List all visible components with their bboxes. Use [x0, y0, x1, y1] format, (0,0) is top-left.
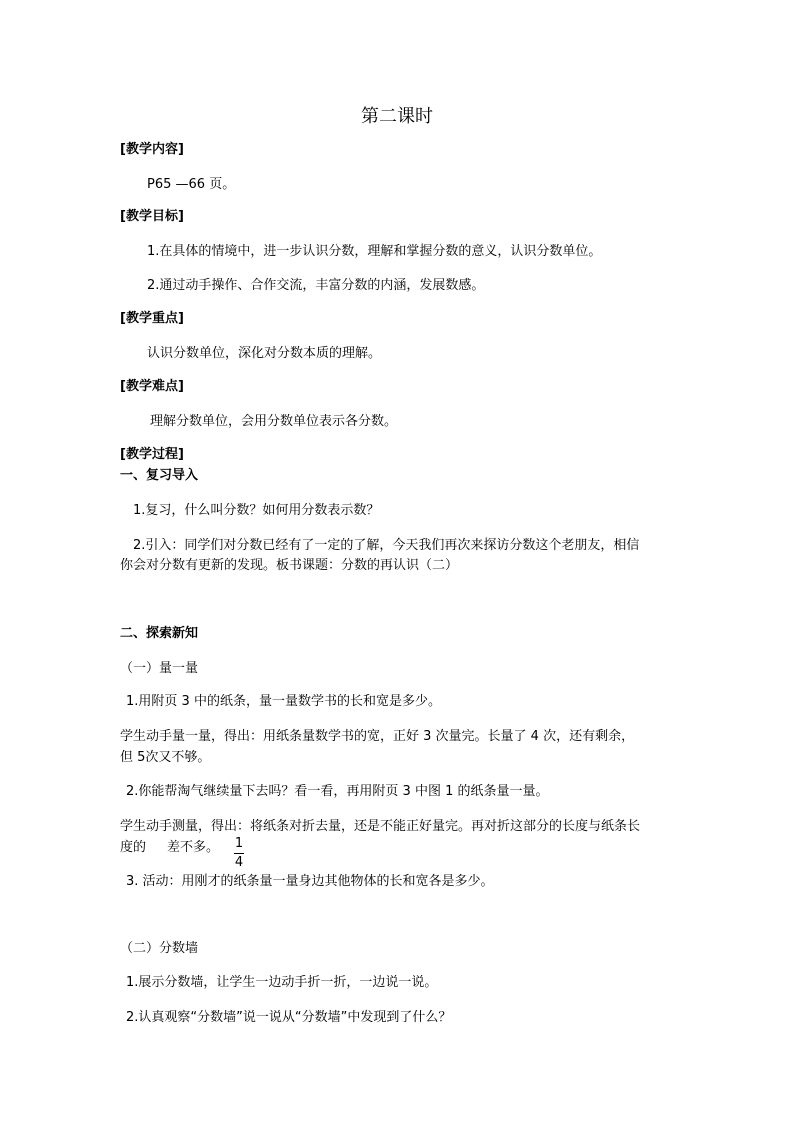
content-text: P65 —66 页。: [147, 177, 236, 192]
sub2-item-2: 2.认真观察“分数墙”说一说从“分数墙”中发现到了什么？: [126, 1010, 452, 1025]
key-points-text: 认识分数单位，深化对分数本质的理解。: [147, 346, 382, 361]
page-title: 第二课时: [361, 106, 433, 127]
goal-item-2: 2.通过动手操作、合作交流，丰富分数的内涵，发展数感。: [147, 278, 485, 293]
part1-heading: 一、复习导入: [120, 468, 199, 483]
sub1-note-1-line-2: 但 5次又不够。: [120, 750, 211, 765]
part1-item-2-line-1: 2.引入：同学们对分数已经有了一定的了解，今天我们再次来探访分数这个老朋友，相信: [133, 538, 640, 553]
fraction-bar: [234, 853, 244, 854]
sub1-note-2-line-2-start: 度的: [120, 840, 147, 855]
sub1-heading: （一）量一量: [120, 661, 199, 676]
sub2-heading: （二）分数墙: [120, 941, 199, 956]
sub1-item-3: 3. 活动：用刚才的纸条量一量身边其他物体的长和宽各是多少。: [126, 874, 494, 889]
fraction-denominator: 4: [234, 855, 244, 870]
sub2-item-1: 1.展示分数墙，让学生一边动手折一折，一边说一说。: [126, 975, 438, 990]
part1-item-2-line-2: 你会对分数有更新的发现。板书课题：分数的再认识（二）: [120, 558, 459, 573]
part2-heading: 二、探索新知: [120, 626, 199, 641]
sub1-item-2: 2.你能帮淘气继续量下去吗？看一看，再用附页 3 中图 1 的纸条量一量。: [126, 784, 549, 799]
section-heading-content: [教学内容]: [120, 142, 184, 157]
difficulties-text: 理解分数单位，会用分数单位表示各分数。: [150, 414, 398, 429]
section-heading-goals: [教学目标]: [120, 209, 184, 224]
section-heading-key-points: [教学重点]: [120, 311, 184, 326]
fraction-numerator: 1: [234, 836, 244, 851]
sub1-note-2-line-2-end: 差不多。: [167, 840, 220, 855]
fraction-one-quarter: [232, 836, 246, 874]
sub1-note-1-line-1: 学生动手量一量，得出：用纸条量数学书的宽，正好 3 次量完。长量了 4 次，还有剩余，: [120, 729, 635, 744]
section-heading-process: [教学过程]: [120, 447, 184, 462]
goal-item-1: 1.在具体的情境中，进一步认识分数，理解和掌握分数的意义，认识分数单位。: [147, 244, 602, 259]
sub1-item-1: 1.用附页 3 中的纸条，量一量数学书的长和宽是多少。: [126, 694, 441, 709]
part1-item-1: 1.复习，什么叫分数？如何用分数表示数？: [133, 503, 380, 518]
section-heading-difficulties: [教学难点]: [120, 379, 184, 394]
sub1-note-2-line-1: 学生动手测量，得出：将纸条对折去量，还是不能正好量完。再对折这部分的长度与纸条长: [120, 819, 641, 834]
